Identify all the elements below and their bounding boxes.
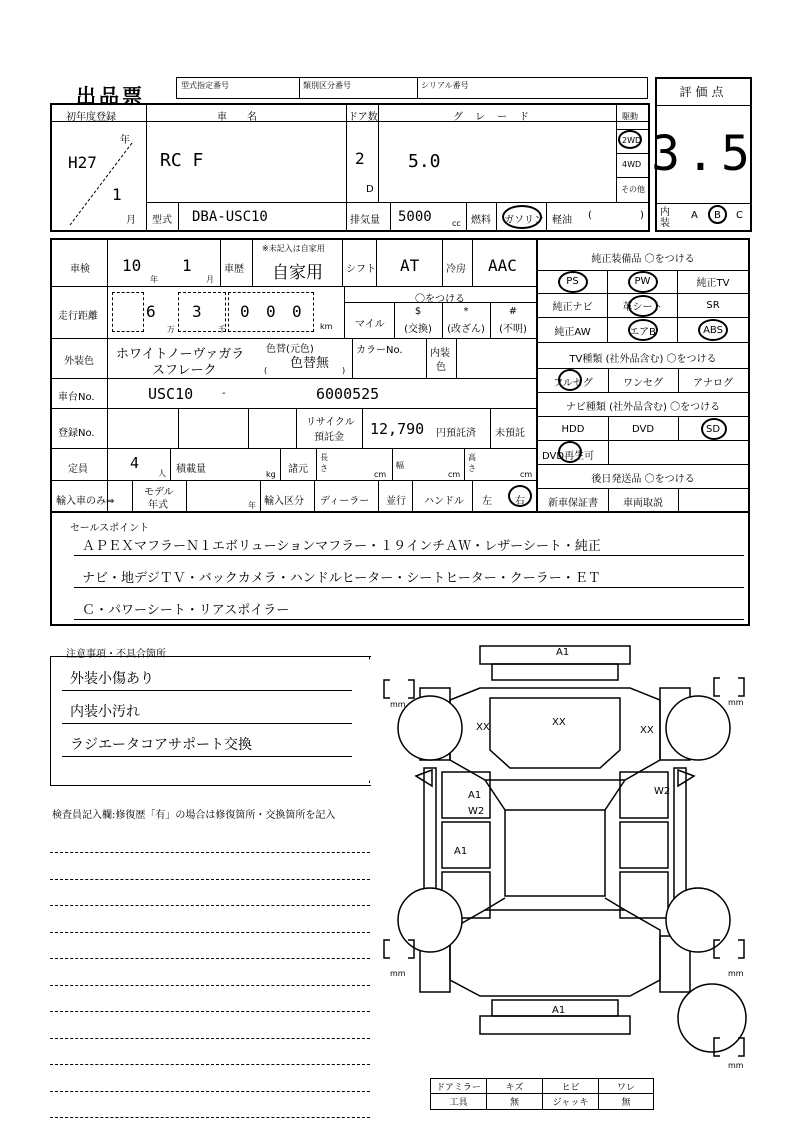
car-name: RC F [160,150,204,171]
drive-2wd-circle [618,130,642,149]
import-label: 輸入車のみ⇒ [56,496,115,507]
history-label: 車歴 [224,264,244,275]
check-value: ジャッキ [543,1094,599,1109]
sales-points-box [50,513,750,626]
displacement-unit: cc [452,219,461,228]
inspector-line [50,1011,370,1012]
check-value: 無 [621,1098,631,1108]
equip-circle-leather [628,295,658,317]
inspector-line [50,879,370,880]
drive-other: その他 [621,185,645,194]
equipment-check-table [430,1078,654,1110]
mm-label-spare: mm [728,1061,744,1070]
first-reg-month: 1 [112,185,122,204]
tv-item-one: ワンセグ [623,378,663,389]
equip-item-tv: 純正TV [678,270,748,294]
capacity-value: 4 [130,454,140,472]
interior-label: 内装 [660,207,670,229]
model-value: DBA-USC10 [192,209,268,225]
shift-value: AT [400,256,420,275]
drive-label: 駆動 [622,112,638,121]
equip-circle-ps [558,271,588,293]
mileage-mile: マイル [355,319,385,330]
mark-right-door: W2 [654,786,671,797]
fuel-other-open: ( [588,210,592,221]
mm-label-rr: mm [728,969,744,978]
equip-circle-airbag [628,319,658,341]
height-label: 高さ [468,453,476,473]
inspection-year: 10 [122,256,142,275]
tv-item-analog: アナログ [693,378,733,389]
interior-color-label: 内装 [430,348,450,359]
docs-item-warranty: 新車保証書 [548,498,598,509]
check-header: ドアミラー [431,1079,487,1094]
first-reg-year: H27 [68,153,97,172]
header-codes-box [176,77,648,99]
color-no-label: カラーNo. [356,345,403,356]
inspector-line [50,958,370,959]
first-reg-month-unit: 月 [126,215,136,226]
car-name-label: 車名 [217,112,277,123]
inspector-line [50,932,370,933]
sales-line-2: ナビ・地デジＴＶ・バックカメラ・ハンドルヒーター・シートヒーター・クーラー・ＥＴ [82,571,601,586]
docs-title: 後日発送品 〇をつける [591,474,695,485]
shift-label: シフト [346,264,376,275]
interior-b-circle [708,205,727,224]
mark-left-rear: A1 [454,846,468,857]
model-year-label: モデル [144,487,174,498]
width-label: 幅 [396,461,404,470]
fuel-gas-circle [502,205,542,229]
chassis-number: 6000525 [316,385,380,403]
inspection-month-unit: 月 [206,275,214,284]
check-header: キズ [487,1079,543,1094]
mm-label-fl: mm [390,700,406,709]
inspection-year-unit: 年 [150,275,158,284]
mark-hood-right: XX [640,725,654,736]
sales-points-label: セールスポイント [70,523,150,534]
sales-line-1: ＡＰＥＸマフラーＮ１エボリューションマフラー・１９インチＡＷ・レザーシート・純正 [82,539,601,554]
note-item-3: ラジエータコアサポート交換 [70,737,252,753]
mark-left-door-2: W2 [468,806,485,817]
navi-item-dvd: DVD [631,424,655,435]
navi-item-sd: SD [705,424,721,435]
inspector-line [50,1117,370,1118]
ac-value: AAC [488,256,517,275]
check-header: ヒビ [543,1079,599,1094]
color-name-1: ホワイトノーヴァガラ [116,347,245,362]
registration-label: 登録No. [58,428,95,439]
equip-item-aw: 純正AW [538,318,608,342]
recycle-label: リサイクル [306,417,355,428]
inspector-label: 検査員記入欄:修復歴「有」の場合は修復箇所・交換箇所を記入 [52,810,336,821]
drive-2wd: 2WD [622,136,642,145]
mileage-circle-note: 〇をつける [415,294,465,305]
color-label: 外装色 [64,356,94,367]
chassis-label: 車台No. [58,392,95,403]
mm-label-fr: mm [728,698,744,707]
docs-item-manual: 車両取説 [623,498,663,509]
history-note: ※未記入は自家用 [262,244,325,253]
recycle-unit: 円預託済 [436,428,476,439]
fuel-gas: ガソリン [504,215,544,226]
mark-front: A1 [556,647,570,658]
mark-rear: A1 [552,1005,566,1016]
mileage-man: 万 [167,325,175,334]
interior-grade-a: A [691,210,698,221]
first-reg-year-unit: 年 [120,135,130,146]
inspection-label: 車検 [70,264,90,275]
equip-item-ps: PS [538,270,608,294]
navi-title: ナビ種類 (社外品含む) 〇をつける [565,402,721,413]
fuel-diesel: 軽油 [552,215,572,226]
equipment-title: 純正装備品 〇をつける [591,254,695,265]
tv-full-circle [558,369,582,391]
door-type: D [366,184,374,195]
color-change-label: 色替(元色) [266,344,314,355]
inspector-line [50,905,370,906]
mark-roof: XX [552,717,566,728]
navi-item-dvd-play: DVD再生可 [542,451,595,462]
class-num-label: 類別区分番号 [303,81,351,90]
grade-label: グレード [453,112,541,123]
recycle-value: 12,790 [370,420,425,438]
handle-right-circle [508,485,532,507]
chassis-prefix: USC10 [148,385,194,403]
mileage-label: 走行距離 [58,311,98,322]
handle-label: ハンドル [424,496,464,507]
first-reg-label: 初年度登録 [66,112,116,123]
equip-circle-pw [628,271,658,293]
tv-item-full: フルセグ [553,378,593,389]
mileage-unknown: (不明) [499,324,527,335]
tv-title: TV種類 (社外品含む) 〇をつける [569,354,717,365]
mileage-digit-1 [112,292,144,332]
recycle-none: 未預託 [495,428,525,439]
equip-item-leather: 革シート [608,294,678,318]
drive-4wd: 4WD [622,160,642,169]
mark-hood-left: XX [476,722,490,733]
type-num-label: 型式指定番号 [181,81,229,90]
import-class-label: 輸入区分 [264,496,304,507]
equip-item-sr: SR [678,294,748,318]
inspector-line [50,1064,370,1065]
fuel-other-close: ) [640,210,644,221]
handle-left: 左 [482,496,492,507]
score-value: 3.5 [651,126,756,182]
inspector-line [50,985,370,986]
check-value: 無 [487,1094,543,1109]
inspection-month: 1 [182,256,192,275]
model-label: 型式 [152,215,172,226]
equip-item-abs: ABS [703,324,723,336]
interior-grade-b: B [714,210,721,221]
dims-label: 諸元 [288,464,308,475]
import-parallel: 並行 [386,496,406,507]
length-label: 長さ [320,453,328,473]
details-box: 車検 10 年 1 月 車歴 ※未記入は自家用 自家用 シフト AT 冷房 AAC 走行距離 6 3 万 千 0 0 0 km 〇をつける マイル $ (交換) * (改ざん) # (不明) 外装色 ホワイトノーヴァガラ スフレーク 色替(元色) 色替無 ( ) カラーNo. 内装 色 車台No. USC10 - 6000525 登録No. リサイクル 預託金 12,790 円預託済 未預託 定員 4 人 積載量 kg 諸元 長さ cm 幅 cm 高さ cm 輸入車のみ⇒ モデル 年式 年 輸入区分 ディーラー 並行 ハンドル 左 右 純正装備品 〇をつける TV種類 (社外品含む) 〇をつける フルセグ ワンセグ アナログ ナビ種類 (社外品含む) 〇をつける HDD DVD SD DVD再生可 後日発送品 〇をつける 新車保証書 車両取説 PS PW 純正TV 純正ナビ 革シート SR 純正AW エアB ABS [50,238,750,513]
navi-dvd-play-circle [558,441,582,463]
serial-label: シリアル番号 [421,81,469,90]
page-title: 出品票 [76,84,145,108]
mileage-exchange: (交換) [404,324,432,335]
equip-item-pw: PW [608,270,678,294]
check-header: ワレ [599,1079,653,1094]
note-item-1: 外装小傷あり [70,671,154,687]
equip-item-airbag: エアB [608,318,678,342]
fuel-label: 燃料 [471,215,491,226]
load-label: 積載量 [176,464,206,475]
notes-label: 注意事項・不具合箇所 [66,649,166,660]
mm-label-rl: mm [390,969,406,978]
displacement-label: 排気量 [350,215,380,226]
note-item-2: 内装小汚れ [70,704,140,720]
capacity-label: 定員 [68,464,88,475]
handle-right: 右 [515,496,525,507]
import-dealer: ディーラー [320,496,370,507]
equip-circle-abs [698,319,728,341]
navi-sd-circle [701,418,727,440]
mileage-sen: 千 [218,325,226,334]
ac-label: 冷房 [446,264,466,275]
equip-item-navi: 純正ナビ [538,294,608,318]
history-value: 自家用 [272,263,323,283]
inspector-line [50,852,370,853]
doors-label: ドア数 [348,112,378,123]
mileage-tamper: (改ざん) [447,324,485,335]
color-name-2: スフレーク [152,363,217,378]
displacement-value: 5000 [398,209,432,225]
navi-item-hdd: HDD [561,424,585,435]
sales-line-3: Ｃ・パワーシート・リアスポイラー [82,603,290,618]
vehicle-basic-box [50,103,650,232]
score-box [651,77,756,232]
score-label: 評価点 [679,85,728,99]
mileage-km: km [320,322,333,331]
mark-left-door-1: A1 [468,790,482,801]
check-value: 工具 [431,1094,487,1109]
inspector-line [50,1091,370,1092]
inspector-line [50,1038,370,1039]
interior-grade-c: C [736,210,743,221]
grade-value: 5.0 [408,151,441,172]
color-change-value: 色替無 [290,356,330,371]
doors-value: 2 [355,149,365,168]
